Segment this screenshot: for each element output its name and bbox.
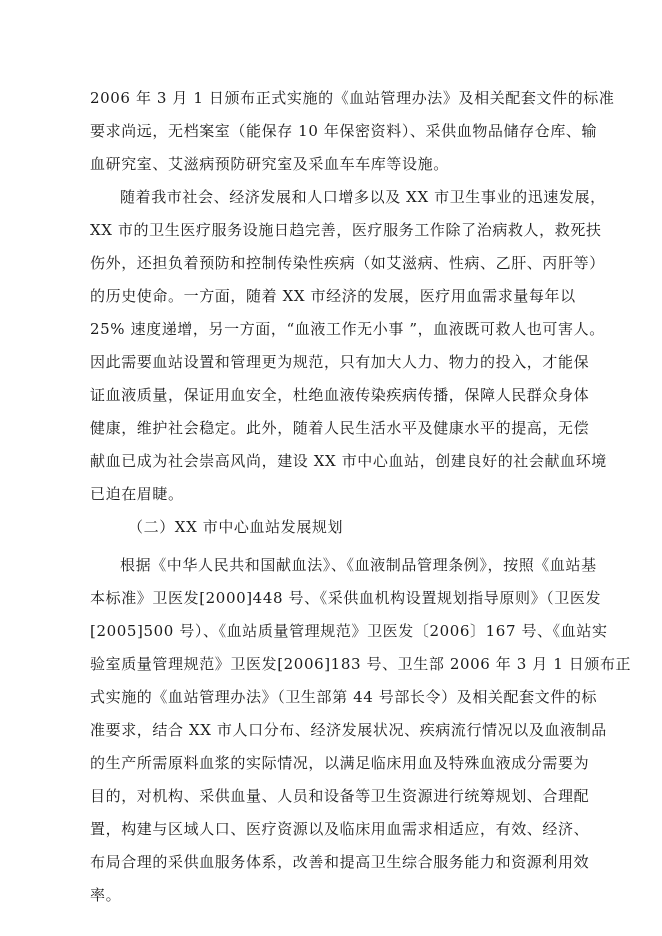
paragraph2-line: 25% 速度递增，另一方面，“血液工作无小事 ”，血液既可救人也可害人。	[90, 320, 605, 338]
paragraph3-line: 根据《中华人民共和国献血法》、《血液制品管理条例》，按照《血站基	[120, 556, 597, 574]
paragraph2-line: 伤外，还担负着预防和控制传染性疾病（如艾滋病、性病、乙肝、丙肝等）	[90, 254, 605, 272]
paragraph3-line: 率。	[90, 886, 122, 904]
paragraph3-line: 布局合理的采供血服务体系，改善和提高卫生综合服务能力和资源利用效	[90, 853, 590, 871]
paragraph3-line: [2005]500 号）、《血站质量管理规范》卫医发〔2006〕167 号、《血站实	[90, 622, 608, 640]
paragraph2-line: 献血已成为社会崇高风尚，建设 XX 市中心血站，创建良好的社会献血环境	[90, 452, 607, 470]
paragraph3-line: 本标准》卫医发[2000]448 号、《采供血机构设置规划指导原则》（卫医发	[90, 589, 602, 607]
paragraph3-line: 准要求，结合 XX 市人口分布、经济发展状况、疾病流行情况以及血液制品	[90, 721, 607, 739]
paragraph2-line: 已迫在眉睫。	[90, 485, 184, 503]
paragraph2-line: XX 市的卫生医疗服务设施日趋完善，医疗服务工作除了治病救人，救死扶	[90, 221, 602, 239]
paragraph1-line: 要求尚远，无档案室（能保存 10 年保密资料）、采供血物品储存仓库、输	[90, 122, 598, 140]
paragraph2-line: 健康，维护社会稳定。此外，随着人民生活水平及健康水平的提高，无偿	[90, 419, 590, 437]
paragraph2-line: 因此需要血站设置和管理更为规范，只有加大人力、物力的投入，才能保	[90, 353, 590, 371]
paragraph3-line: 置，构建与区域人口、医疗资源以及临床用血需求相适应，有效、经济、	[90, 820, 590, 838]
paragraph2-line: 证血液质量，保证用血安全，杜绝血液传染疾病传播，保障人民群众身体	[90, 386, 590, 404]
paragraph3-line: 验室质量管理规范》卫医发[2006]183 号、卫生部 2006 年 3 月 1 日颁布正	[90, 655, 632, 673]
paragraph2-line: 的历史使命。一方面，随着 XX 市经济的发展，医疗用血需求量每年以	[90, 287, 576, 305]
paragraph1-line: 血研究室、艾滋病预防研究室及采血车车库等设施。	[90, 155, 449, 173]
paragraph1-line: 2006 年 3 月 1 日颁布正式实施的《血站管理办法》及相关配套文件的标准	[90, 89, 615, 107]
paragraph3-line: 的生产所需原料血浆的实际情况，以满足临床用血及特殊血液成分需要为	[90, 754, 590, 772]
paragraph3-line: 式实施的《血站管理办法》（卫生部第 44 号部长令）及相关配套文件的标	[90, 688, 598, 706]
paragraph3-line: 目的，对机构、采供血量、人员和设备等卫生资源进行统筹规划、合理配	[90, 787, 590, 805]
paragraph2-line: 随着我市社会、经济发展和人口增多以及 XX 市卫生事业的迅速发展，	[120, 188, 606, 206]
section-heading: （二）XX 市中心血站发展规划	[128, 518, 344, 536]
